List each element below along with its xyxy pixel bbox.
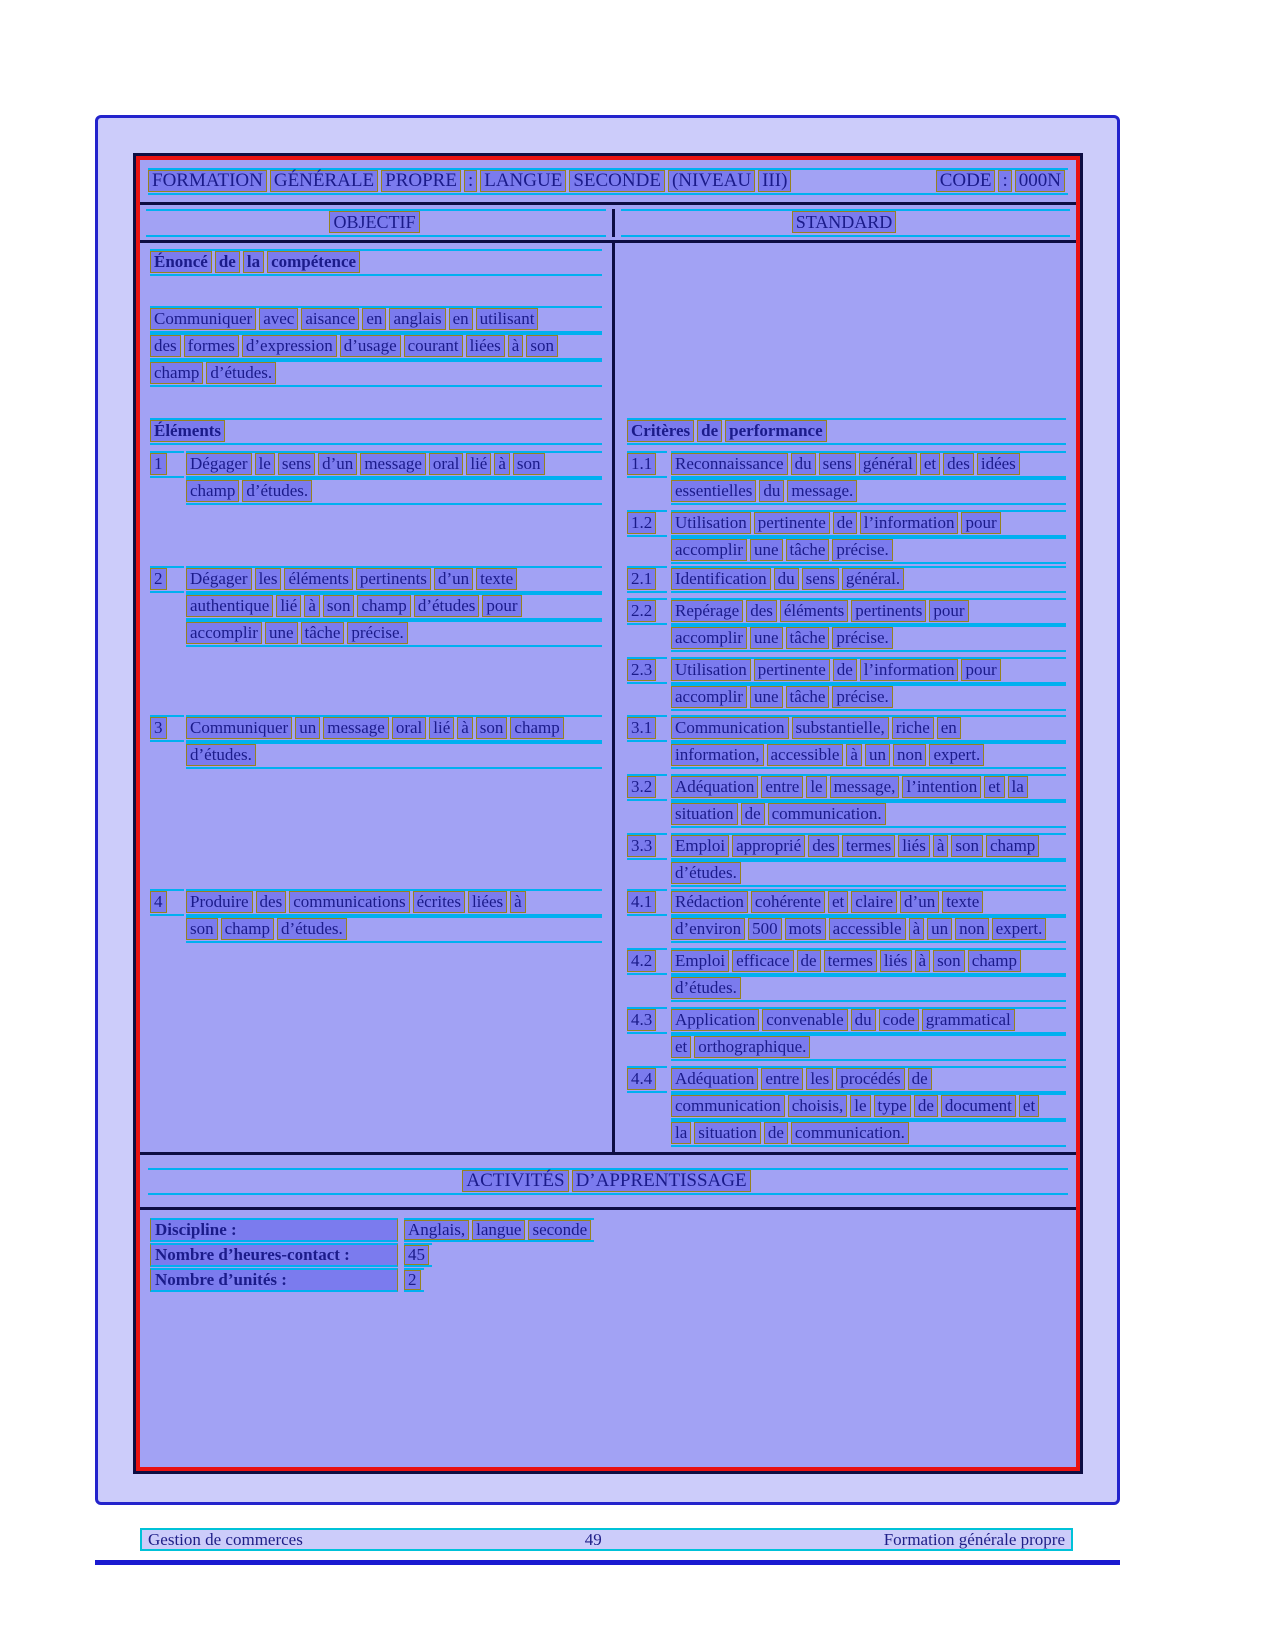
criteria-group-4 bbox=[612, 883, 1076, 1152]
criterion-number: 3.3 bbox=[627, 833, 667, 860]
objectif-header: OBJECTIF bbox=[146, 209, 606, 237]
page-footer bbox=[140, 1528, 1073, 1551]
activites-details-cell bbox=[140, 1210, 1076, 1467]
criterion-text: Rédaction cohérente et claire d’un texte d’environ 500 mots accessible à un non expert. bbox=[671, 889, 1066, 943]
element-item-2 bbox=[140, 560, 612, 709]
criterion-text: Reconnaissance du sens général et des idées essentielles du message. bbox=[671, 451, 1066, 505]
elements-heading-cell bbox=[140, 412, 612, 445]
unites-row bbox=[150, 1268, 1066, 1292]
element-text: Communiquer un message oral lié à son champ d’études. bbox=[186, 715, 602, 769]
unites-value: 2 bbox=[404, 1268, 424, 1292]
criterion-4-4 bbox=[627, 1066, 1066, 1147]
criterion-number: 2.1 bbox=[627, 566, 667, 593]
criterion-1-1 bbox=[627, 451, 1066, 505]
enonce-cell bbox=[140, 243, 612, 412]
activites-row bbox=[140, 1152, 1076, 1210]
title-line bbox=[148, 168, 1068, 195]
criterion-number: 1.1 bbox=[627, 451, 667, 478]
criterion-number: 2.3 bbox=[627, 657, 667, 684]
document-title: FORMATION GÉNÉRALE PROPRE : LANGUE SECONDE (NIVEAU III) bbox=[148, 170, 794, 193]
criterion-number: 4.2 bbox=[627, 948, 667, 975]
criteria-group-2 bbox=[612, 560, 1076, 709]
element-text: Produire des communications écrites liées à son champ d’études. bbox=[186, 889, 602, 943]
element-number: 4 bbox=[150, 889, 184, 916]
criterion-number: 3.1 bbox=[627, 715, 667, 742]
heures-contact-label: Nombre d’heures-contact : bbox=[150, 1243, 398, 1267]
criterion-number: 1.2 bbox=[627, 510, 667, 537]
discipline-row bbox=[150, 1218, 1066, 1242]
criterion-number: 4.4 bbox=[627, 1066, 667, 1093]
document-code: CODE : 000N bbox=[936, 170, 1068, 193]
element-item-4 bbox=[140, 883, 612, 1152]
element-item-3 bbox=[140, 709, 612, 883]
discipline-label: Discipline : bbox=[150, 1218, 398, 1242]
criteria-group-1 bbox=[612, 445, 1076, 560]
objectif-header-cell bbox=[140, 209, 612, 237]
standard-header: STANDARD bbox=[621, 209, 1070, 237]
criterion-1-2 bbox=[627, 510, 1066, 564]
criteria-group-3 bbox=[612, 709, 1076, 883]
criterion-4-2 bbox=[627, 948, 1066, 1002]
criteres-heading-cell bbox=[612, 412, 1076, 445]
content-grid bbox=[140, 243, 1076, 1152]
criterion-number: 4.1 bbox=[627, 889, 667, 916]
heures-contact-value: 45 bbox=[404, 1243, 432, 1267]
criterion-4-3 bbox=[627, 1007, 1066, 1061]
criterion-text: Communication substantielle, riche en information, accessible à un non expert. bbox=[671, 715, 1066, 769]
element-text: Dégager les éléments pertinents d’un texte authentique lié à son champ d’études pour accomplir une tâche précise. bbox=[186, 566, 602, 647]
footer-rule bbox=[95, 1560, 1120, 1565]
table-title-row bbox=[140, 160, 1076, 205]
criterion-3-1 bbox=[627, 715, 1066, 769]
criterion-text: Utilisation pertinente de l’information pour accomplir une tâche précise. bbox=[671, 657, 1066, 711]
criterion-number: 2.2 bbox=[627, 598, 667, 625]
column-header-row bbox=[140, 205, 1076, 243]
criterion-text: Adéquation entre les procédés de communication choisis, le type de document et la situation de communication. bbox=[671, 1066, 1066, 1147]
criteres-heading: Critères de performance bbox=[627, 418, 1066, 445]
criterion-3-3 bbox=[627, 833, 1066, 887]
criterion-text: Utilisation pertinente de l’information pour accomplir une tâche précise. bbox=[671, 510, 1066, 564]
discipline-value: Anglais, langue seconde bbox=[404, 1218, 594, 1242]
criterion-text: Identification du sens général. bbox=[671, 566, 1066, 593]
criterion-number: 4.3 bbox=[627, 1007, 667, 1034]
unites-label: Nombre d’unités : bbox=[150, 1268, 398, 1292]
criterion-2-1 bbox=[627, 566, 1066, 593]
enonce-heading: Énoncé de la compétence bbox=[150, 249, 602, 276]
element-number: 3 bbox=[150, 715, 184, 742]
criterion-text: Adéquation entre le message, l’intention et la situation de communication. bbox=[671, 774, 1066, 828]
criterion-2-3 bbox=[627, 657, 1066, 711]
document-panel bbox=[95, 115, 1120, 1505]
enonce-paragraph: Communiquer avec aisance en anglais en utilisant des formes d’expression d’usage courant liées à son champ d’études. bbox=[150, 306, 602, 387]
criterion-3-2 bbox=[627, 774, 1066, 828]
footer-section-name: Formation générale propre bbox=[883, 1529, 1065, 1549]
criterion-2-2 bbox=[627, 598, 1066, 652]
element-number: 2 bbox=[150, 566, 184, 593]
footer-page-number: 49 bbox=[584, 1529, 602, 1549]
criterion-text: Emploi approprié des termes liés à son champ d’études. bbox=[671, 833, 1066, 887]
standard-header-cell bbox=[612, 209, 1076, 237]
elements-heading: Éléments bbox=[150, 418, 602, 445]
criterion-text: Repérage des éléments pertinents pour accomplir une tâche précise. bbox=[671, 598, 1066, 652]
element-text: Dégager le sens d’un message oral lié à son champ d’études. bbox=[186, 451, 602, 505]
criterion-number: 3.2 bbox=[627, 774, 667, 801]
criterion-text: Emploi efficace de termes liés à son champ d’études. bbox=[671, 948, 1066, 1002]
competency-table bbox=[136, 156, 1080, 1471]
heures-contact-row bbox=[150, 1243, 1066, 1267]
element-number: 1 bbox=[150, 451, 184, 478]
element-item-1 bbox=[140, 445, 612, 560]
criterion-text: Application convenable du code grammatical et orthographique. bbox=[671, 1007, 1066, 1061]
footer-program-name: Gestion de commerces bbox=[148, 1529, 303, 1549]
standard-empty-cell bbox=[612, 243, 1076, 412]
criterion-4-1 bbox=[627, 889, 1066, 943]
activites-heading: ACTIVITÉS D’APPRENTISSAGE bbox=[148, 1168, 1068, 1195]
